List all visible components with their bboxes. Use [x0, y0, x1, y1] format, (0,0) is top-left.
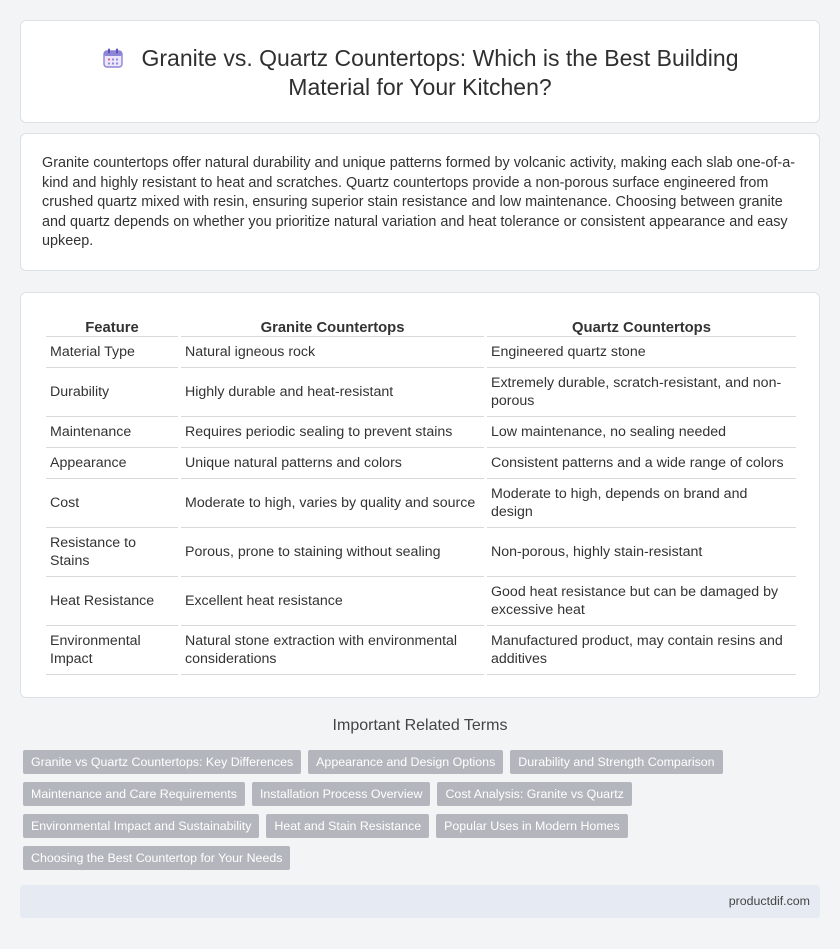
- table-row: [46, 368, 796, 417]
- table-row: [46, 417, 796, 448]
- related-term-tag[interactable]: Maintenance and Care Requirements: [23, 782, 245, 806]
- feature-cell: Maintenance: [46, 417, 178, 448]
- quartz-cell: Non-porous, highly stain-resistant: [487, 528, 796, 577]
- column-header-quartz: Quartz Countertops: [487, 315, 796, 337]
- granite-cell: Requires periodic sealing to prevent stains: [181, 417, 484, 448]
- related-term-tag[interactable]: Cost Analysis: Granite vs Quartz: [437, 782, 631, 806]
- feature-cell: Heat Resistance: [46, 577, 178, 626]
- related-term-tag[interactable]: Granite vs Quartz Countertops: Key Differences: [23, 750, 301, 774]
- column-header-granite: Granite Countertops: [181, 315, 484, 337]
- related-term-tag[interactable]: Popular Uses in Modern Homes: [436, 814, 628, 838]
- page-title-wrap: [21, 44, 819, 102]
- quartz-cell: Low maintenance, no sealing needed: [487, 417, 796, 448]
- feature-cell: Cost: [46, 479, 178, 528]
- related-term-tag[interactable]: Durability and Strength Comparison: [510, 750, 722, 774]
- table-row: [46, 577, 796, 626]
- quartz-cell: Good heat resistance but can be damaged by excessive heat: [487, 577, 796, 626]
- related-terms-list: [23, 750, 723, 870]
- intro-paragraph: Granite countertops offer natural durability and unique patterns formed by volcanic activity, making each slab one-of-a-kind and highly resistant to heat and scratches. Quartz countertops provide a non-porous surface engineered from crushed quartz mixed with resin, ensuring superior stain resistance and low maintenance. Choosing between granite and quartz depends on whether you prioritize natural variation and heat tolerance or consistent appearance and easy upkeep.: [42, 155, 795, 250]
- feature-cell: Appearance: [46, 448, 178, 479]
- feature-cell: Environmental Impact: [46, 626, 178, 675]
- granite-cell: Natural igneous rock: [181, 337, 484, 368]
- table-row: [46, 479, 796, 528]
- footer-site-link[interactable]: productdif.com: [728, 894, 810, 908]
- footer-bar: [20, 885, 820, 918]
- granite-cell: Unique natural patterns and colors: [181, 448, 484, 479]
- comparison-table-card: [20, 292, 820, 698]
- related-term-tag[interactable]: Environmental Impact and Sustainability: [23, 814, 259, 838]
- table-row: [46, 337, 796, 368]
- column-header-feature: Feature: [46, 315, 178, 337]
- quartz-cell: Manufactured product, may contain resins and additives: [487, 626, 796, 675]
- quartz-cell: Consistent patterns and a wide range of colors: [487, 448, 796, 479]
- quartz-cell: Extremely durable, scratch-resistant, and non-porous: [487, 368, 796, 417]
- granite-cell: Porous, prone to staining without sealing: [181, 528, 484, 577]
- quartz-cell: Moderate to high, depends on brand and design: [487, 479, 796, 528]
- intro-card: [20, 133, 820, 271]
- related-term-tag[interactable]: Heat and Stain Resistance: [266, 814, 429, 838]
- granite-cell: Moderate to high, varies by quality and source: [181, 479, 484, 528]
- comparison-table: [43, 315, 799, 675]
- related-terms-heading: Important Related Terms: [332, 717, 508, 734]
- title-card: [20, 20, 820, 123]
- table-row: [46, 448, 796, 479]
- calendar-icon: [102, 47, 124, 69]
- related-term-tag[interactable]: Installation Process Overview: [252, 782, 431, 806]
- feature-cell: Material Type: [46, 337, 178, 368]
- related-term-tag[interactable]: Choosing the Best Countertop for Your Needs: [23, 846, 290, 870]
- page-title: Granite vs. Quartz Countertops: Which is the Best Building Material for Your Kitchen?: [141, 45, 739, 100]
- granite-cell: Highly durable and heat-resistant: [181, 368, 484, 417]
- feature-cell: Resistance to Stains: [46, 528, 178, 577]
- granite-cell: Excellent heat resistance: [181, 577, 484, 626]
- granite-cell: Natural stone extraction with environmental considerations: [181, 626, 484, 675]
- related-term-tag[interactable]: Appearance and Design Options: [308, 750, 503, 774]
- table-header-row: [46, 315, 796, 337]
- feature-cell: Durability: [46, 368, 178, 417]
- table-row: [46, 528, 796, 577]
- table-row: [46, 626, 796, 675]
- quartz-cell: Engineered quartz stone: [487, 337, 796, 368]
